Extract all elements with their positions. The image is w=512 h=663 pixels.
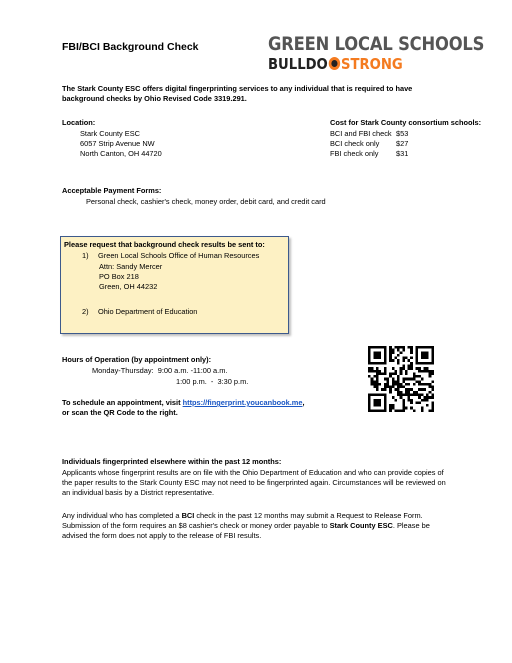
location-label: Location: — [62, 118, 96, 127]
g-logo-icon — [329, 57, 340, 70]
elsewhere-text: Applicants whose fingerprint results are on file with the Ohio Department of Education and who can provide copies of the paper results to the Stark County ESC may not need to be fingerprinted again. Circumstances will be reviewed on an individual basis by a District representative. — [62, 468, 446, 497]
request-address: Attn: Sandy Mercer PO Box 218 Green, OH 44232 — [99, 262, 163, 291]
cost-table — [330, 129, 408, 159]
hours-label: Hours of Operation (by appointment only): — [62, 355, 212, 364]
payment-label: Acceptable Payment Forms: — [62, 186, 162, 195]
qr-code-icon[interactable] — [368, 346, 434, 412]
booking-link[interactable]: https://fingerprint.youcanbook.me — [182, 398, 303, 407]
request-item-1: 1) Green Local Schools Office of Human Resources — [82, 251, 260, 260]
payment-text: Personal check, cashier's check, money order, debit card, and credit card — [86, 197, 326, 206]
school-logo-text: GREEN LOCAL SCHOOLS — [268, 33, 485, 55]
intro-text: The Stark County ESC offers digital fingerprinting services to any individual that is required to have background checks by Ohio Revised Code 3319.291. — [62, 84, 413, 103]
hours-line-1: Monday-Thursday: 9:00 a.m. -11:00 a.m. — [92, 366, 228, 375]
cost-row: BCI and FBI check $53 — [330, 129, 409, 138]
cost-row: FBI check only $31 — [330, 148, 409, 158]
elsewhere-label: Individuals fingerprinted elsewhere within the past 12 months: — [62, 457, 282, 466]
schedule-text: To schedule an appointment, visit https://fingerprint.youcanbook.me, or scan the QR Code to the right. — [62, 398, 305, 417]
bci-release-text: Any individual who has completed a BCI check in the past 12 months may submit a Request to Release Form. Submission of the form requires an $8 cashier's check or money order payable to Stark County ESC. Please be advised the form does not apply to the release of FBI results. — [62, 511, 430, 540]
page-title: FBI/BCI Background Check — [62, 41, 199, 53]
request-title: Please request that background check results be sent to: — [64, 240, 265, 249]
cost-label: Cost for Stark County consortium schools: — [330, 118, 482, 127]
cost-row: BCI check only $27 — [330, 138, 409, 148]
bulldog-strong-logo: BULLDO STRONG — [268, 55, 403, 73]
location-address: Stark County ESC 6057 Strip Avenue NW North Canton, OH 44720 — [80, 129, 162, 158]
request-item-2: 2) Ohio Department of Education — [82, 307, 198, 316]
hours-line-2: 1:00 p.m. - 3:30 p.m. — [176, 377, 249, 386]
